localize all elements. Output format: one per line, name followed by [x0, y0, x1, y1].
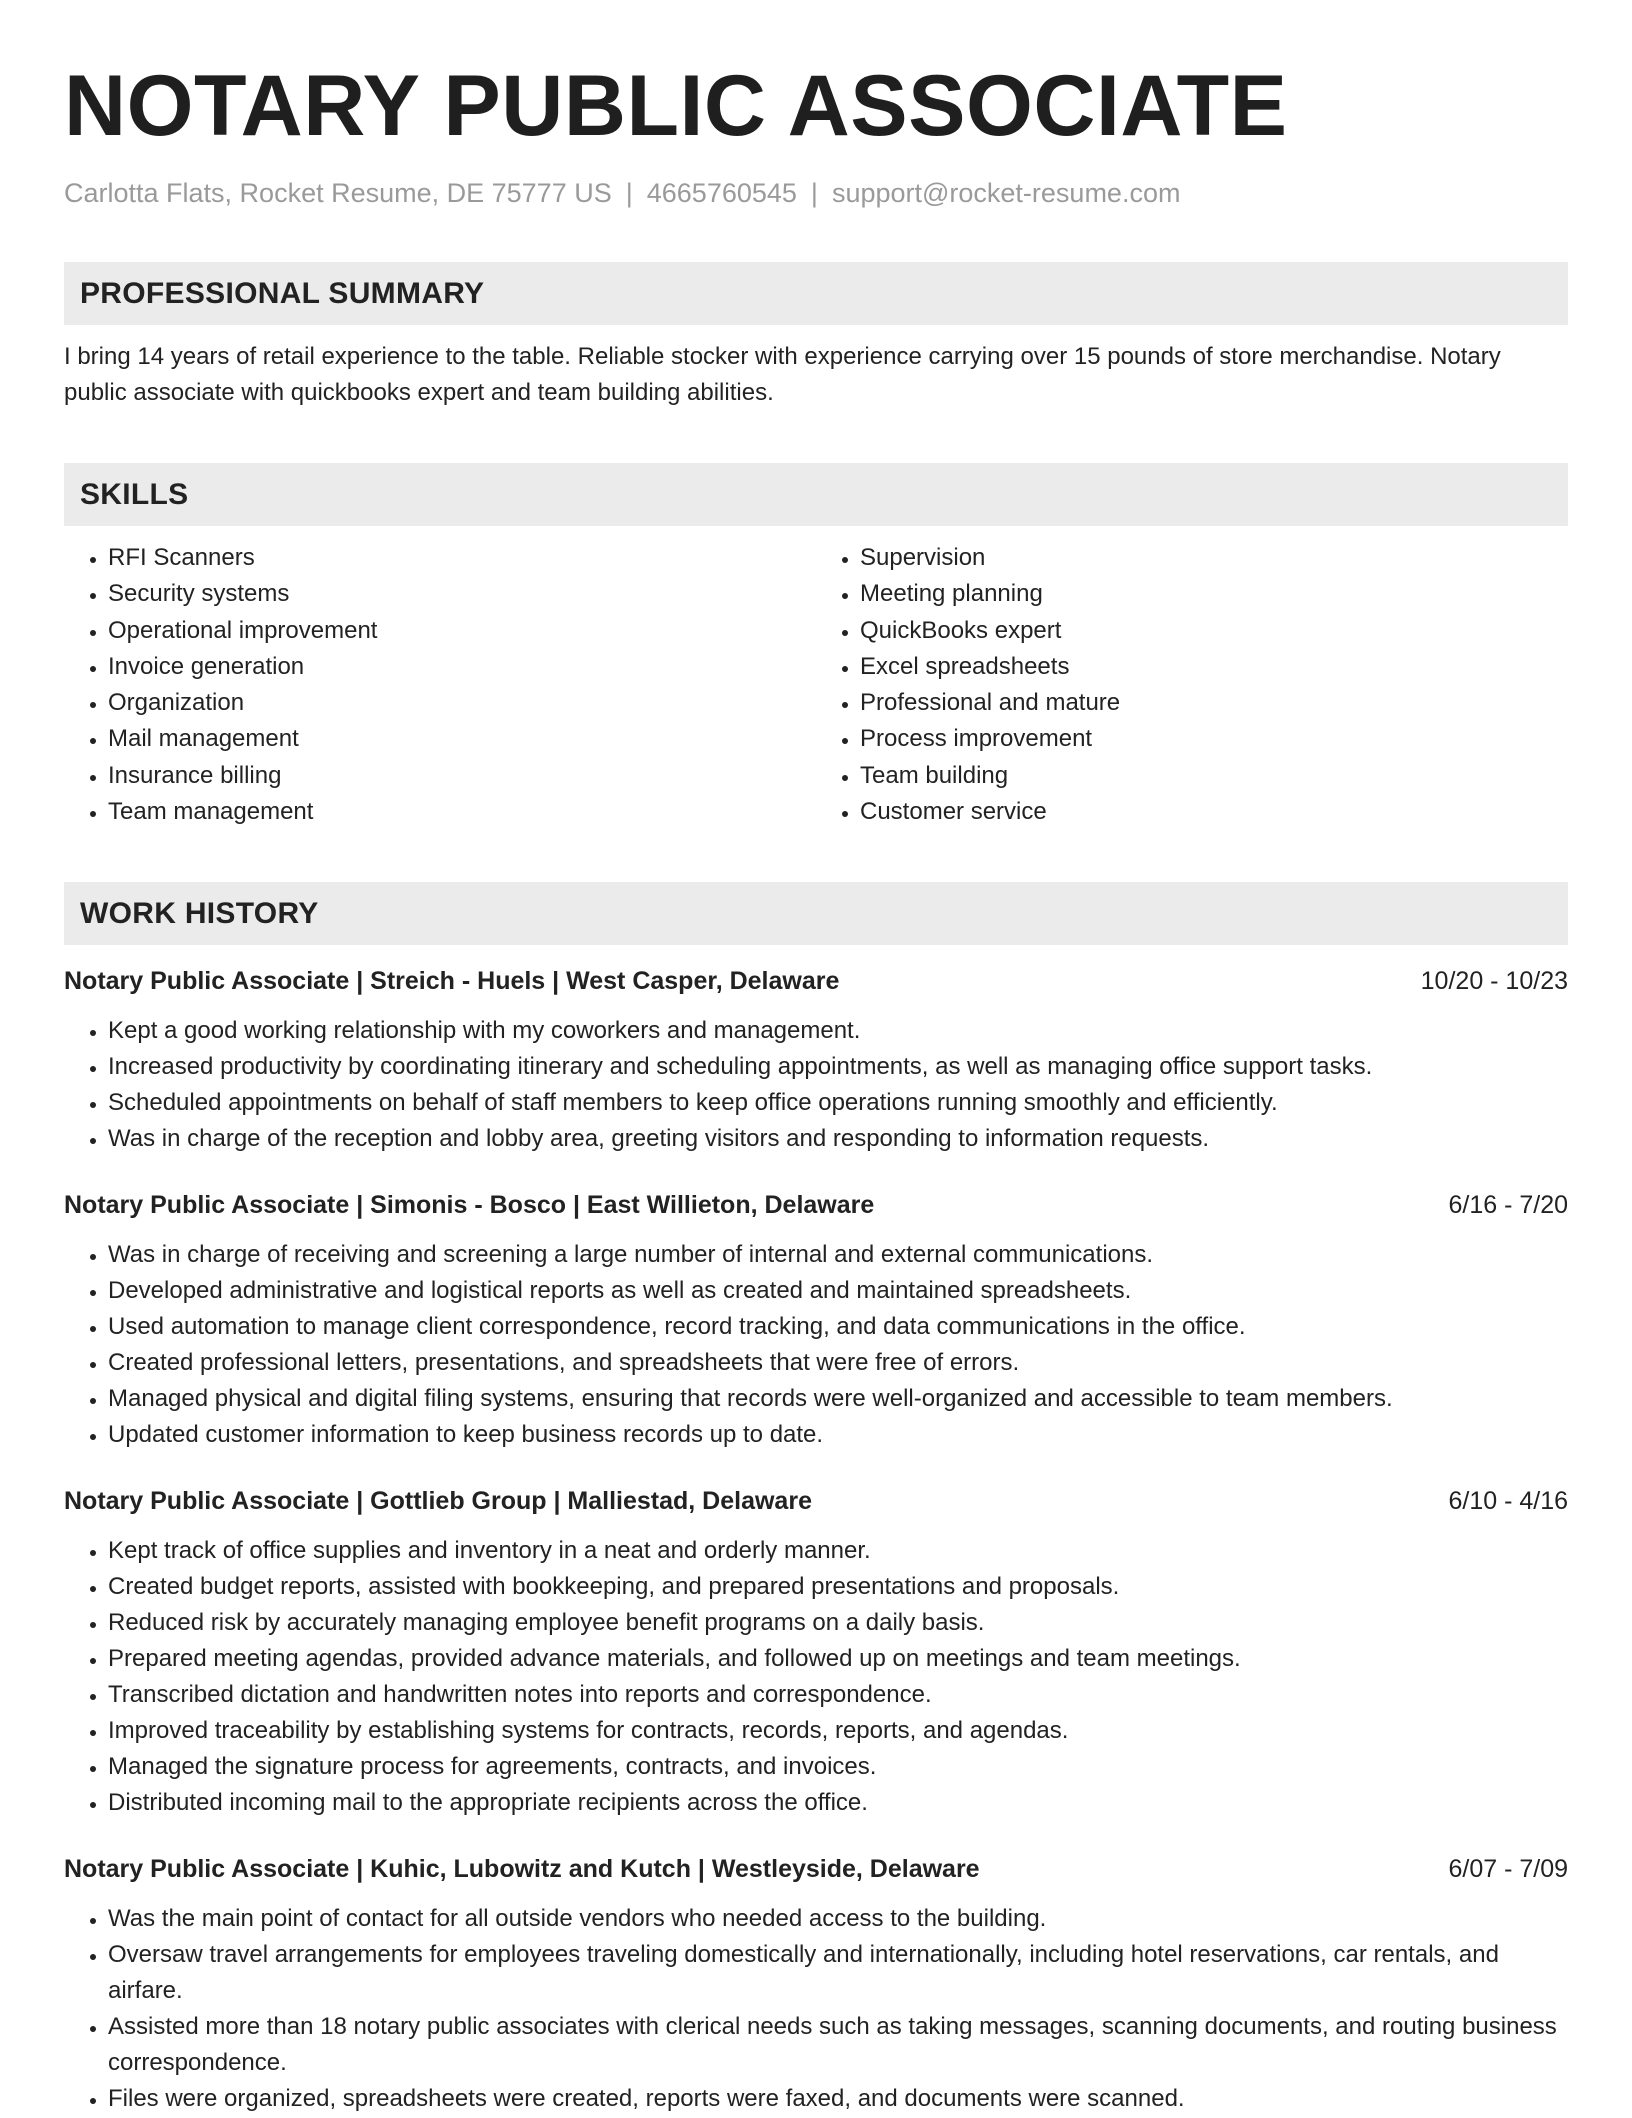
- job-dates: 6/10 - 4/16: [1448, 1487, 1568, 1516]
- job-bullets: [64, 1901, 1568, 2117]
- job-dates: 6/07 - 7/09: [1448, 1855, 1568, 1884]
- job-bullet: • Increased productivity by coordinating itinerary and scheduling appointments, as well as managing office support tasks.: [108, 1049, 1568, 1085]
- job-bullet: • Was in charge of the reception and lobby area, greeting visitors and responding to information requests.: [108, 1121, 1568, 1157]
- job-bullet: • Managed physical and digital filing systems, ensuring that records were well-organized and accessible to team members.: [108, 1381, 1568, 1417]
- job-dates: 10/20 - 10/23: [1420, 967, 1568, 996]
- job-bullet: • Transcribed dictation and handwritten notes into reports and correspondence.: [108, 1677, 1568, 1713]
- job-bullets: [64, 1013, 1568, 1157]
- section-heading-work-history: WORK HISTORY: [64, 882, 1568, 945]
- job-bullet: • Updated customer information to keep business records up to date.: [108, 1417, 1568, 1453]
- job-entry: [64, 1187, 1568, 1453]
- job-bullet: • Was the main point of contact for all outside vendors who needed access to the building.: [108, 1901, 1568, 1937]
- job-bullet: • Reduced risk by accurately managing employee benefit programs on a daily basis.: [108, 1605, 1568, 1641]
- skills-column-left: [64, 540, 816, 830]
- job-entry: [64, 963, 1568, 1157]
- job-title: Notary Public Associate | Simonis - Bosco | East Willieton, Delaware: [64, 1191, 875, 1220]
- skills-list: [64, 540, 1568, 830]
- job-bullets: [64, 1533, 1568, 1821]
- job-bullet: • Improved traceability by establishing systems for contracts, records, reports, and agendas.: [108, 1713, 1568, 1749]
- contact-email: support@rocket-resume.com: [831, 178, 1181, 208]
- skill-item: • Operational improvement: [108, 613, 816, 649]
- job-header: [64, 1851, 1568, 1887]
- job-entry: [64, 1483, 1568, 1821]
- skill-item: • Supervision: [860, 540, 1568, 576]
- job-dates: 6/16 - 7/20: [1448, 1191, 1568, 1220]
- job-bullet: • Distributed incoming mail to the appropriate recipients across the office.: [108, 1785, 1568, 1821]
- skill-item: • Organization: [108, 685, 816, 721]
- skill-item: • Security systems: [108, 576, 816, 612]
- skill-item: • Invoice generation: [108, 649, 816, 685]
- job-bullet: • Developed administrative and logistical reports as well as created and maintained spreadsheets.: [108, 1273, 1568, 1309]
- job-entry: [64, 1851, 1568, 2117]
- job-title: Notary Public Associate | Kuhic, Lubowitz and Kutch | Westleyside, Delaware: [64, 1855, 980, 1884]
- job-bullet: • Created budget reports, assisted with bookkeeping, and prepared presentations and proposals.: [108, 1569, 1568, 1605]
- job-bullet: • Oversaw travel arrangements for employees traveling domestically and internationally, including hotel reservations, car rentals, and airfare.: [108, 1937, 1568, 2009]
- contact-phone: 4665760545: [646, 178, 797, 208]
- skill-item: • QuickBooks expert: [860, 613, 1568, 649]
- summary-text: I bring 14 years of retail experience to the table. Reliable stocker with experience carrying over 15 pounds of store merchandise. Notary public associate with quickbooks expert and team building abilities.: [64, 343, 1501, 406]
- section-heading-skills: SKILLS: [64, 463, 1568, 526]
- skill-item: • Professional and mature: [860, 685, 1568, 721]
- contact-separator: |: [625, 178, 633, 208]
- job-bullet: • Used automation to manage client correspondence, record tracking, and data communications in the office.: [108, 1309, 1568, 1345]
- skill-item: • Insurance billing: [108, 758, 816, 794]
- job-bullet: • Created professional letters, presentations, and spreadsheets that were free of errors.: [108, 1345, 1568, 1381]
- contact-address: Carlotta Flats, Rocket Resume, DE 75777 US: [64, 178, 612, 208]
- contact-separator: |: [810, 178, 818, 208]
- job-bullet: • Kept a good working relationship with my coworkers and management.: [108, 1013, 1568, 1049]
- job-bullet: • Files were organized, spreadsheets were created, reports were faxed, and documents were scanned.: [108, 2081, 1568, 2117]
- job-bullet: • Assisted more than 18 notary public associates with clerical needs such as taking messages, scanning documents, and routing business correspondence.: [108, 2009, 1568, 2081]
- skill-item: • Team management: [108, 794, 816, 830]
- skill-item: • Customer service: [860, 794, 1568, 830]
- section-heading-summary: PROFESSIONAL SUMMARY: [64, 262, 1568, 325]
- skill-item: • Process improvement: [860, 721, 1568, 757]
- skills-column-right: [816, 540, 1568, 830]
- job-header: [64, 1187, 1568, 1223]
- skill-item: • RFI Scanners: [108, 540, 816, 576]
- job-bullet: • Scheduled appointments on behalf of staff members to keep office operations running smoothly and efficiently.: [108, 1085, 1568, 1121]
- skill-item: • Meeting planning: [860, 576, 1568, 612]
- work-history-list: [64, 963, 1568, 2117]
- contact-line: [64, 176, 1568, 210]
- page-title: NOTARY PUBLIC ASSOCIATE: [64, 58, 1288, 154]
- job-bullet: • Managed the signature process for agreements, contracts, and invoices.: [108, 1749, 1568, 1785]
- job-bullet: • Prepared meeting agendas, provided advance materials, and followed up on meetings and team meetings.: [108, 1641, 1568, 1677]
- job-title: Notary Public Associate | Streich - Huels | West Casper, Delaware: [64, 967, 840, 996]
- skill-item: • Team building: [860, 758, 1568, 794]
- skill-item: • Mail management: [108, 721, 816, 757]
- job-bullet: • Was in charge of receiving and screening a large number of internal and external communications.: [108, 1237, 1568, 1273]
- job-bullets: [64, 1237, 1568, 1453]
- job-header: [64, 1483, 1568, 1519]
- job-title: Notary Public Associate | Gottlieb Group | Malliestad, Delaware: [64, 1487, 812, 1516]
- skill-item: • Excel spreadsheets: [860, 649, 1568, 685]
- job-bullet: • Kept track of office supplies and inventory in a neat and orderly manner.: [108, 1533, 1568, 1569]
- job-header: [64, 963, 1568, 999]
